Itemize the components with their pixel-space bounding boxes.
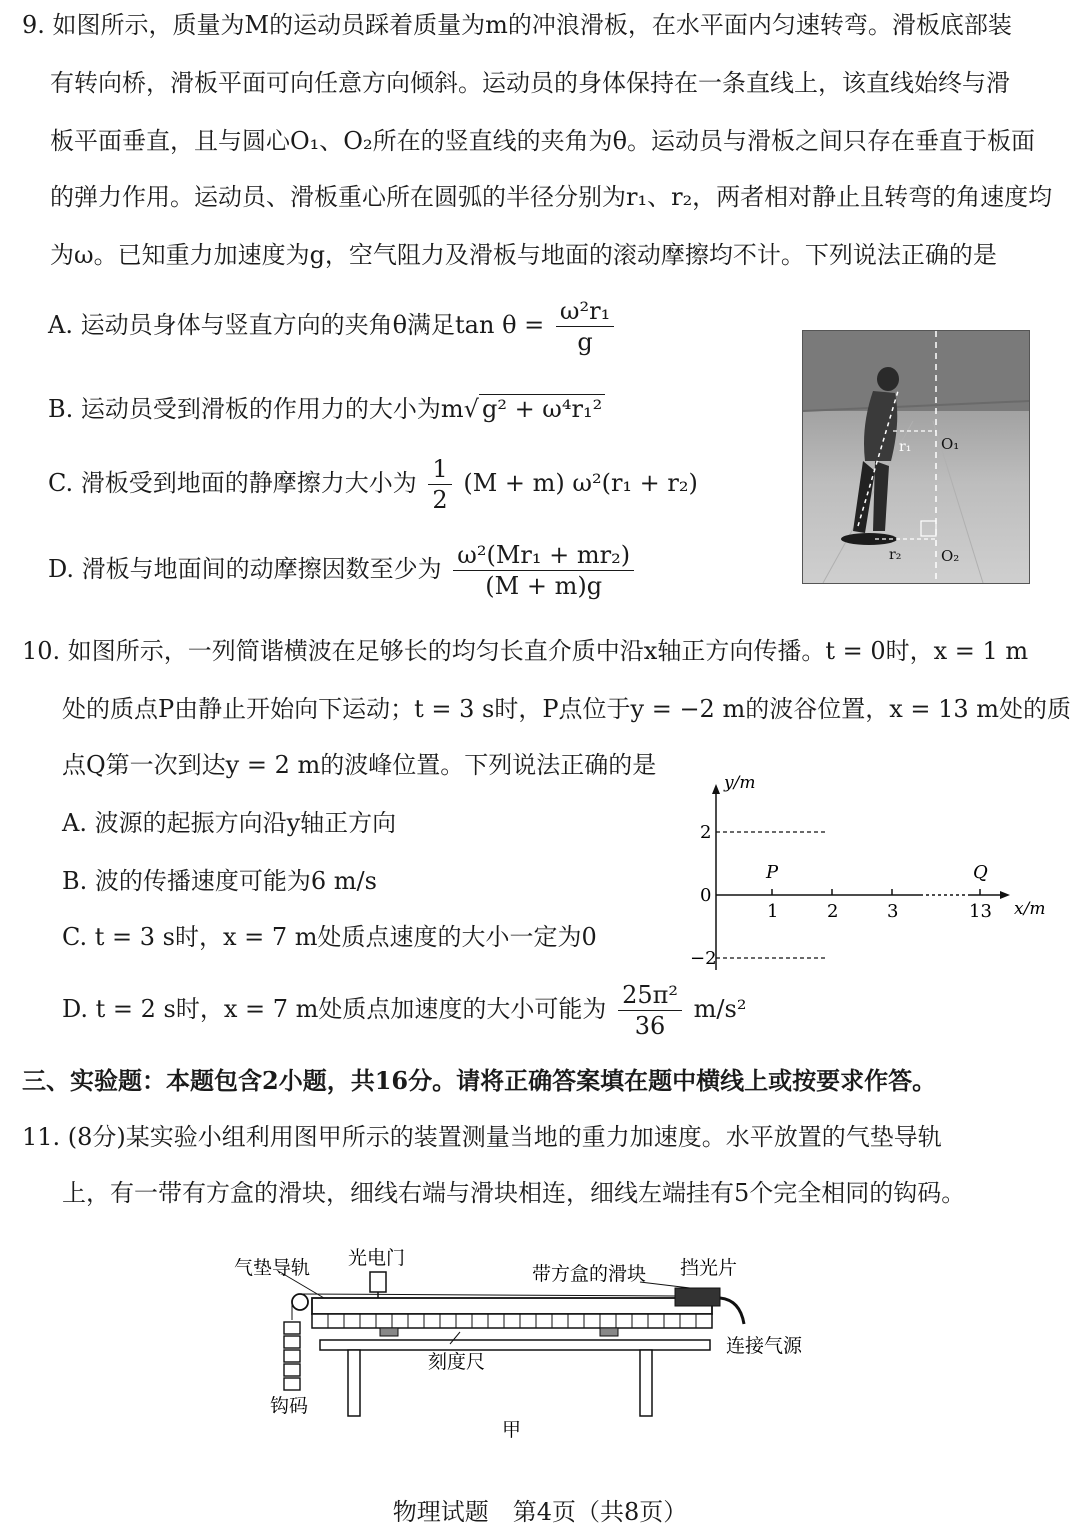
q9-option-d — [48, 540, 638, 601]
point-q-label: Q — [973, 862, 988, 883]
q11-line-2: 上，有一带有方盒的滑块，细线右端与滑块相连，细线左端挂有5个完全相同的钩码。 — [62, 1179, 966, 1207]
q9-option-d-denominator: (M + m)g — [485, 572, 603, 600]
air-hose — [720, 1298, 744, 1324]
q10-option-b: B. 波的传播速度可能为6 m/s — [62, 867, 377, 895]
q9-option-c-numerator: 1 — [428, 454, 451, 485]
q10-option-d-text: D. t = 2 s时，x = 7 m处质点加速度的大小可能为 — [62, 995, 607, 1023]
q9-line-3: 板平面垂直，且与圆心O₁、O₂所在的竖直线的夹角为θ。运动员与滑板之间只存在垂直于板面 — [50, 127, 1036, 155]
q9-option-c-tail: (M + m) ω²(r₁ + r₂) — [463, 469, 698, 497]
label-air-track: 气垫导轨 — [234, 1257, 311, 1279]
q10-option-d — [62, 980, 746, 1041]
q9-option-c — [48, 454, 698, 515]
y-tick-0: 0 — [700, 885, 712, 906]
q9-option-c-fraction — [428, 454, 451, 515]
skateboarder-photo-drawing — [803, 331, 1029, 583]
x-axis-arrow-icon — [1000, 891, 1010, 899]
y-tick-neg2: −2 — [690, 948, 717, 969]
point-p-label: P — [766, 862, 779, 883]
q9-option-a-text: A. 运动员身体与竖直方向的夹角θ满足tan θ = — [48, 311, 545, 339]
sqrt-symbol: √ — [463, 395, 479, 423]
table-leg-right — [640, 1350, 652, 1416]
slider — [675, 1288, 720, 1306]
q9-option-c-denominator: 2 — [432, 486, 448, 514]
x-tick-2: 2 — [827, 901, 839, 922]
q9-option-c-text: C. 滑板受到地面的静摩擦力大小为 — [48, 469, 417, 497]
q9-option-b-radicand: g² + ω⁴r₁² — [479, 394, 605, 423]
q9-option-d-numerator: ω²(Mr₁ + mr₂) — [453, 540, 634, 571]
q10-option-d-unit: m/s² — [693, 995, 747, 1023]
q10-option-d-denominator: 36 — [634, 1012, 666, 1040]
q9-line-4: 的弹力作用。运动员、滑板重心所在圆弧的半径分别为r₁、r₂，两者相对静止且转弯的角速度均 — [50, 183, 1053, 211]
q9-option-a-numerator: ω²r₁ — [556, 296, 614, 327]
q9-option-b-text: B. 运动员受到滑板的作用力的大小为m — [48, 395, 464, 423]
table-leg-left — [348, 1350, 360, 1416]
label-o1: O₁ — [941, 435, 960, 453]
table-top — [320, 1340, 710, 1350]
q9-option-d-text: D. 滑板与地面间的动摩擦因数至少为 — [48, 555, 442, 583]
label-r2: r₂ — [889, 547, 902, 563]
q9-option-a — [48, 296, 618, 357]
label-air-source: 连接气源 — [726, 1335, 803, 1357]
air-track — [312, 1298, 712, 1314]
q10-option-c: C. t = 3 s时，x = 7 m处质点速度的大小一定为0 — [62, 923, 597, 951]
x-tick-3: 3 — [887, 901, 899, 922]
q10-line-1: 10. 如图所示，一列简谐横波在足够长的均匀长直介质中沿x轴正方向传播。t = 0时，x = 1 m — [22, 637, 1029, 665]
q10-line-2: 处的质点P由静止开始向下运动；t = 3 s时，P点位于y = −2 m的波谷位置，x = 13 m处的质 — [62, 695, 1072, 723]
label-r1: r₁ — [899, 439, 912, 455]
q9-option-d-fraction — [453, 540, 634, 601]
label-o2: O₂ — [941, 547, 960, 565]
label-ruler: 刻度尺 — [428, 1351, 486, 1373]
q9-option-a-fraction — [556, 296, 614, 357]
hook-weights — [284, 1322, 300, 1390]
x-axis-label: x/m — [1014, 899, 1046, 919]
label-photogate: 光电门 — [348, 1247, 406, 1269]
y-axis-arrow-icon — [712, 784, 720, 794]
q10-option-d-fraction — [618, 980, 682, 1041]
y-axis-label: y/m — [724, 773, 756, 793]
skateboarder-photo — [802, 330, 1030, 584]
q9-option-a-denominator: g — [577, 328, 593, 356]
page-footer: 物理试题 第4页（共8页） — [392, 1498, 688, 1526]
y-tick-2: 2 — [700, 822, 712, 843]
q11-line-1: 11. (8分)某实验小组利用图甲所示的装置测量当地的重力加速度。水平放置的气垫导轨 — [22, 1123, 942, 1151]
x-tick-13: 13 — [969, 901, 992, 922]
q9-line-1: 9. 如图所示，质量为M的运动员踩着质量为m的冲浪滑板，在水平面内匀速转弯。滑板底部装 — [22, 11, 1012, 39]
q9-line-5: 为ω。已知重力加速度为g，空气阻力及滑板与地面的滚动摩擦均不计。下列说法正确的是 — [50, 241, 997, 269]
q10-option-d-numerator: 25π² — [618, 980, 682, 1011]
q9-line-2: 有转向桥，滑板平面可向任意方向倾斜。运动员的身体保持在一条直线上，该直线始终与滑 — [50, 69, 1010, 97]
pulley — [292, 1294, 308, 1310]
section-3-heading: 三、实验题：本题包含2小题，共16分。请将正确答案填在题中横线上或按要求作答。 — [22, 1066, 937, 1095]
air-track-apparatus — [220, 1240, 840, 1450]
q9-option-b — [48, 394, 605, 424]
photogate — [370, 1272, 386, 1292]
figure-caption: 甲 — [502, 1419, 522, 1441]
label-slider: 带方盒的滑块 — [532, 1263, 647, 1285]
label-weights: 钩码 — [270, 1395, 309, 1417]
x-tick-1: 1 — [767, 901, 779, 922]
q10-option-a: A. 波源的起振方向沿y轴正方向 — [62, 809, 397, 837]
label-shade: 挡光片 — [680, 1257, 738, 1279]
wave-graph — [680, 770, 1060, 990]
q10-line-3: 点Q第一次到达y = 2 m的波峰位置。下列说法正确的是 — [62, 751, 657, 779]
ruler — [312, 1314, 712, 1328]
